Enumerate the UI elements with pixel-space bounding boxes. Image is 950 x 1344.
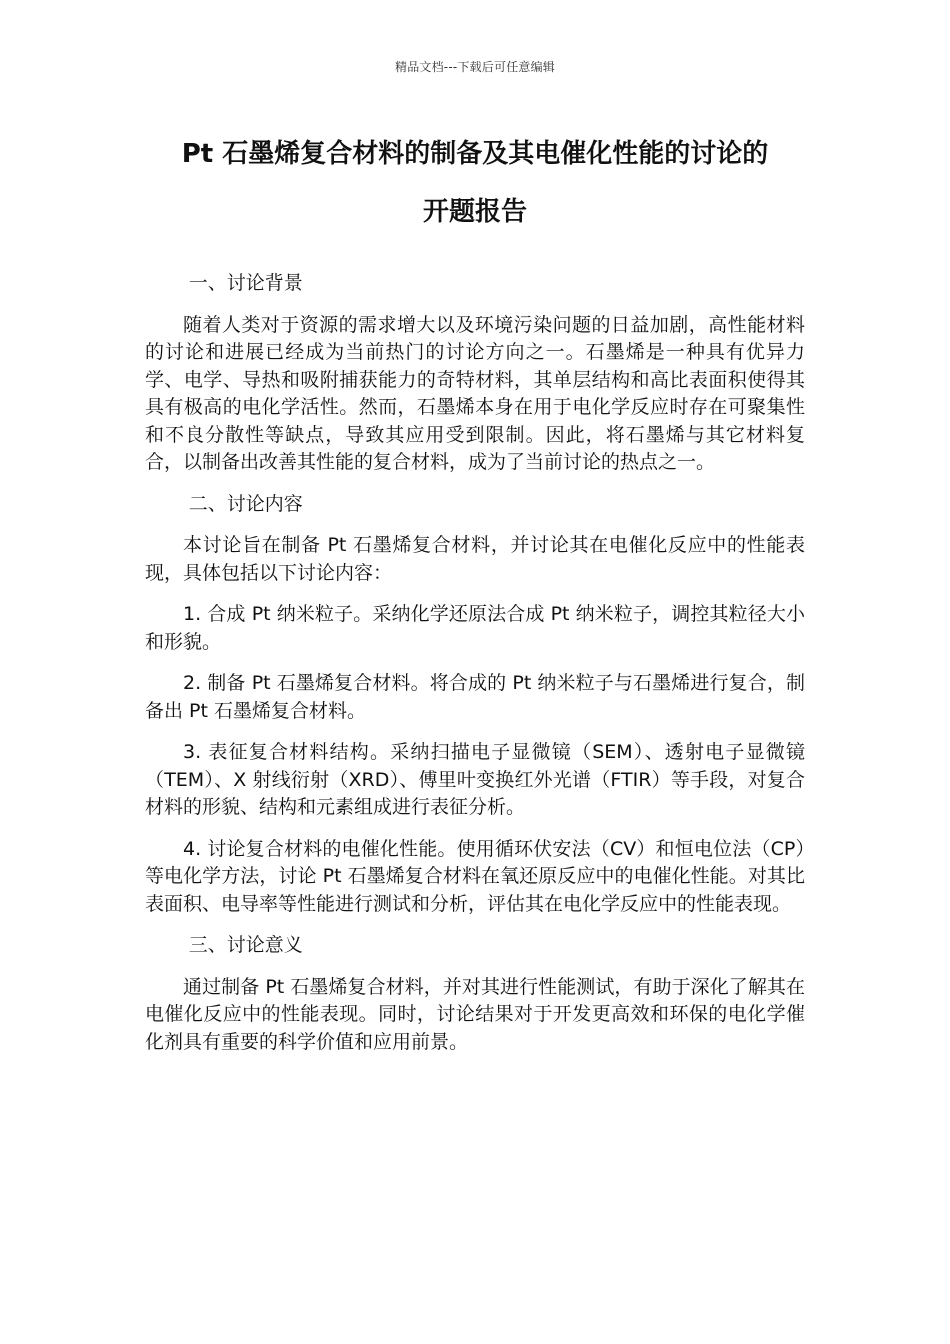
content-heading: 二、讨论内容	[188, 492, 303, 515]
background-heading: 一、讨论背景	[188, 272, 303, 294]
significance-heading: 三、讨论意义	[188, 934, 303, 956]
title-line-1: Pt 石墨烯复合材料的制备及其电催化性能的讨论的	[181, 139, 769, 169]
background-paragraph: 随着人类对于资源的需求增大以及环境污染问题的日益加剧，高性能材料的讨论和进展已经成为当前热门的讨论方向之一。石墨烯是一种具有优异力学、电学、导热和吸附捕获能力的奇特材料，其单层结构和高比表面积使得其具有极高的电化学活性。然而，石墨烯本身在用于电化学反应时存在可聚集性和不良分散性等缺点，导致其应用受到限制。因此，将石墨烯与其它材料复合，以制备出改善其性能的复合材料，成为了当前讨论的热点之一。	[145, 313, 805, 473]
document-body	[145, 270, 805, 1070]
content-item-4: 4. 讨论复合材料的电催化性能。使用循环伏安法（CV）和恒电位法（CP）等电化学方法，讨论 Pt 石墨烯复合材料在氧还原反应中的电催化性能。对其比表面积、电导率等性能进行测试和分析，评估其在电化学反应中的性能表现。	[145, 837, 805, 915]
content-item-3: 3. 表征复合材料结构。采纳扫描电子显微镜（SEM）、透射电子显微镜（TEM）、X 射线衍射（XRD）、傅里叶变换红外光谱（FTIR）等手段，对复合材料的形貌、结构和元素组成进行表征分析。	[145, 741, 805, 818]
content-item-2: 2. 制备 Pt 石墨烯复合材料。将合成的 Pt 纳米粒子与石墨烯进行复合，制备出 Pt 石墨烯复合材料。	[145, 672, 805, 722]
content-intro-paragraph: 本讨论旨在制备 Pt 石墨烯复合材料，并讨论其在电催化反应中的性能表现，具体包括以下讨论内容：	[145, 534, 805, 584]
title-line-2: 开题报告	[422, 197, 527, 227]
content-item-1: 1. 合成 Pt 纳米粒子。采纳化学还原法合成 Pt 纳米粒子，调控其粒径大小和形貌。	[145, 603, 805, 653]
header-note: 精品文档---下载后可任意编辑	[395, 60, 555, 74]
significance-paragraph: 通过制备 Pt 石墨烯复合材料，并对其进行性能测试，有助于深化了解其在电催化反应中的性能表现。同时，讨论结果对于开发更高效和环保的电化学催化剂具有重要的科学价值和应用前景。	[145, 975, 805, 1053]
